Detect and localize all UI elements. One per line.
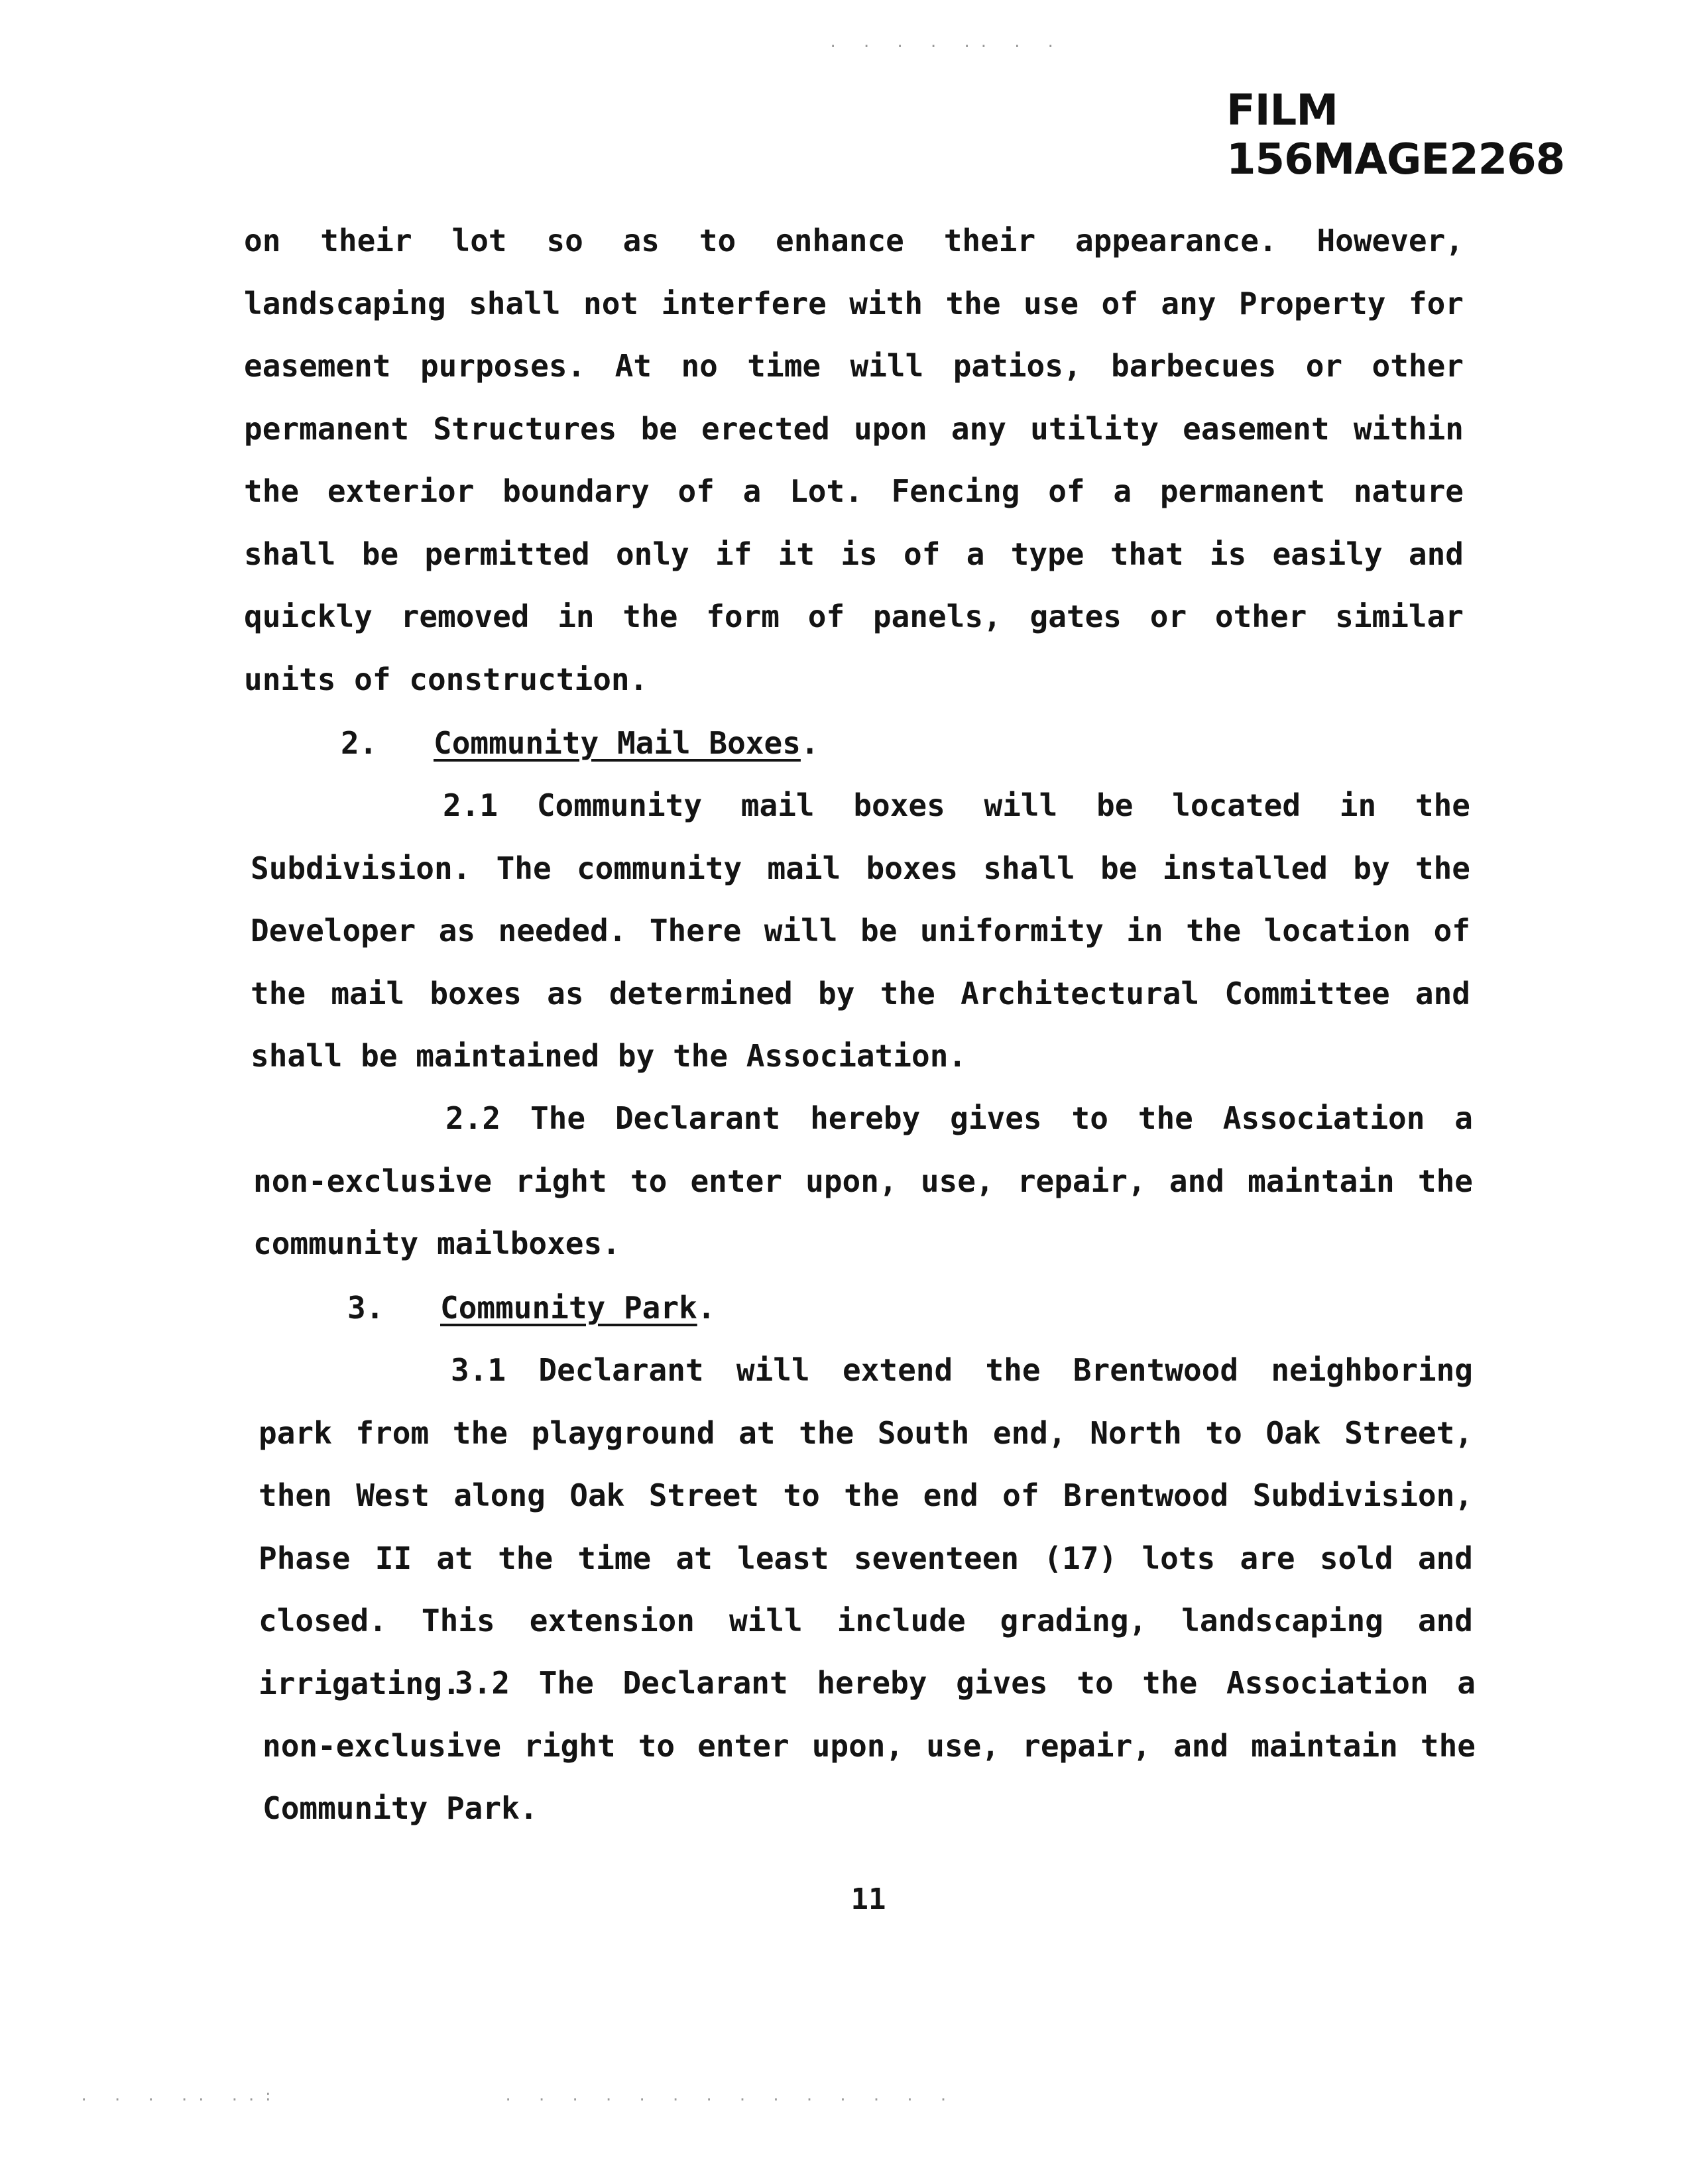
- section-heading-community-park: [347, 1277, 715, 1340]
- section-title-suffix: .: [697, 1290, 716, 1326]
- page-number: 11: [850, 1882, 886, 1916]
- section-number: 2.: [341, 725, 378, 761]
- scan-noise: . . . .. ..:: [80, 2088, 280, 2104]
- section-title: Community Park: [440, 1290, 697, 1326]
- paragraph-2-1: 2.1 Community mail boxes will be located in the Subdivision. The community mail boxes shall be installed by the Developer as needed. There will be uniformity in the location of the mail boxes as determined by the Architectural Committee and shall be maintained by the Association.: [251, 787, 1470, 1074]
- section-title: Community Mail Boxes: [434, 725, 801, 761]
- section-heading-mail-boxes: [341, 712, 819, 775]
- paragraph-2-2: 2.2 The Declarant hereby gives to the Association a non-exclusive right to enter upon, use, repair, and maintain the community mailboxes.: [253, 1100, 1473, 1261]
- paragraph-3-1: 3.1 Declarant will extend the Brentwood neighboring park from the playground at the South end, North to Oak Street, then West along Oak Street to the end of Brentwood Subdivision, Phase II at the time at least seventeen (17) lots are sold and closed. This extension will include grading, landscaping and irrigating.: [259, 1352, 1473, 1701]
- scan-noise: . . . . .. . .: [829, 34, 1063, 51]
- section-number: 3.: [347, 1290, 384, 1326]
- section-title-suffix: .: [800, 725, 819, 761]
- scan-noise: . . . . . . . . . . . . . .: [504, 2088, 956, 2104]
- paragraph-3-2: 3.2 The Declarant hereby gives to the Association a non-exclusive right to enter upon, use, repair, and maintain the Community Park.: [263, 1665, 1476, 1826]
- recording-stamp: FILM 156MAGE2268: [1226, 86, 1565, 184]
- paragraph-landscaping: on their lot so as to enhance their appearance. However, landscaping shall not interfere with the use of any Property for easement purposes. At no time will patios, barbecues or other permanent Structures be erected upon any utility easement within the exterior boundary of a Lot. Fencing of a permanent nature shall be permitted only if it is of a type that is easily and quickly removed in the form of panels, gates or other similar units of construction.: [244, 223, 1464, 697]
